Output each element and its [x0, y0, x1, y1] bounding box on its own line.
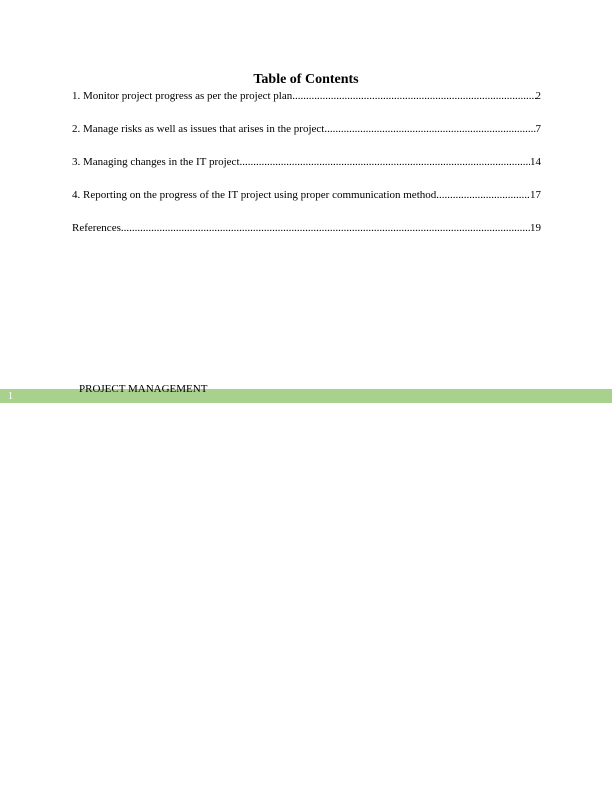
toc-entry-label: 1. Monitor project progress as per the project plan	[72, 90, 293, 102]
toc-entry-reporting-progress[interactable]	[72, 188, 541, 202]
toc-dot-leader	[324, 122, 535, 136]
toc-entry-manage-risks[interactable]	[72, 122, 541, 136]
toc-title: Table of Contents	[253, 72, 359, 87]
toc-entry-managing-changes[interactable]	[72, 155, 541, 169]
toc-dot-leader	[240, 155, 531, 169]
toc-dot-leader	[121, 221, 530, 235]
footer-page-number: 1	[8, 391, 13, 402]
toc-entry-references[interactable]	[72, 221, 541, 235]
toc-entry-monitor-progress[interactable]	[72, 89, 541, 103]
footer-label: PROJECT MANAGEMENT	[79, 383, 208, 395]
toc-entry-page-number: 2	[535, 90, 541, 102]
toc-entry-label: 4. Reporting on the progress of the IT project using proper communication method	[72, 189, 437, 201]
toc-entry-page-number: 7	[535, 123, 541, 135]
toc-entry-label: References	[72, 222, 121, 234]
toc-dot-leader	[292, 89, 535, 103]
toc-entry-label: 3. Managing changes in the IT project	[72, 156, 240, 168]
toc-entry-page-number: 17	[530, 189, 541, 201]
toc-list	[72, 89, 541, 254]
toc-entry-page-number: 14	[530, 156, 541, 168]
toc-entry-page-number: 19	[530, 222, 541, 234]
toc-dot-leader	[436, 188, 530, 202]
toc-entry-label: 2. Manage risks as well as issues that arises in the project	[72, 123, 325, 135]
